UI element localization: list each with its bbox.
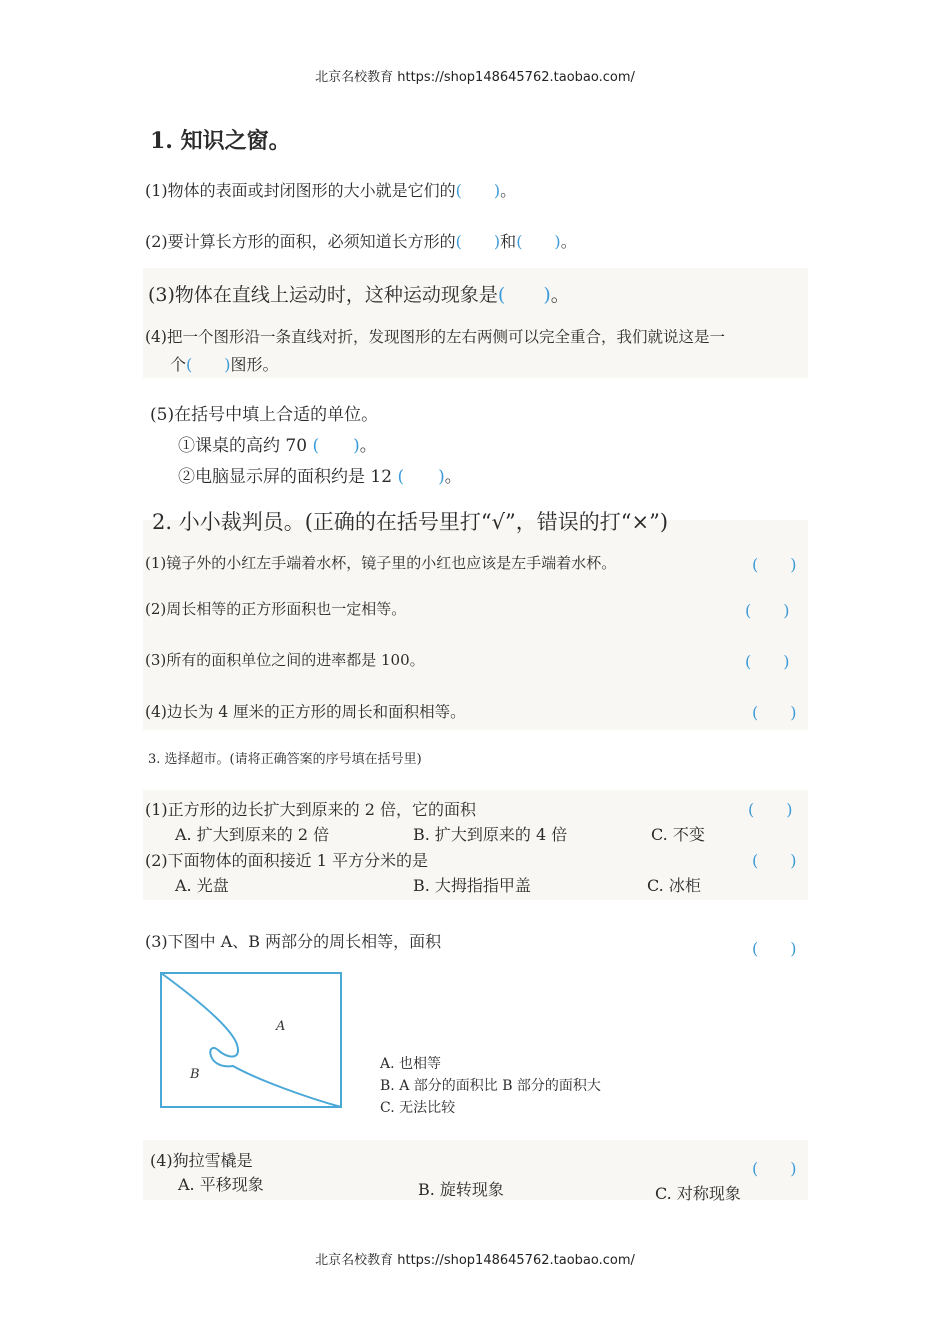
- question-text: (2)要计算长方形的面积，必须知道长方形的: [145, 232, 456, 251]
- question-text: (3)物体在直线上运动时，这种运动现象是: [148, 284, 498, 306]
- judge-item-3: (3)所有的面积单位之间的进率都是 100。: [145, 651, 425, 669]
- diagram-curve: [161, 973, 341, 1107]
- choice-question-2: (2)下面物体的面积接近 1 平方分米的是: [145, 851, 429, 870]
- page-footer: 北京名校教育 https://shop148645762.taobao.com/: [315, 1253, 635, 1268]
- option-b: B. 旋转现象: [418, 1180, 504, 1199]
- question-1-3: (3)物体在直线上运动时，这种运动现象是( )。: [148, 284, 570, 306]
- choice-question-4: (4)狗拉雪橇是: [150, 1151, 253, 1170]
- answer-blank[interactable]: ( ): [455, 181, 501, 200]
- option-c: C. 无法比较: [380, 1100, 456, 1116]
- question-1-5: (5)在括号中填上合适的单位。: [150, 405, 379, 425]
- choice-question-1: (1)正方形的边长扩大到原来的 2 倍，它的面积: [145, 800, 477, 819]
- answer-blank[interactable]: ( ): [752, 939, 797, 958]
- answer-blank[interactable]: ( ): [748, 800, 793, 819]
- option-a: A. 扩大到原来的 2 倍: [175, 825, 330, 844]
- answer-blank[interactable]: ( ): [455, 232, 501, 251]
- answer-blank[interactable]: ( ): [397, 467, 445, 487]
- option-c: C. 对称现象: [655, 1184, 741, 1203]
- section-1-title: 1. 知识之窗。: [150, 128, 291, 154]
- option-a: A. 平移现象: [178, 1175, 264, 1194]
- option-a: A. 光盘: [175, 876, 229, 895]
- answer-blank[interactable]: ( ): [752, 555, 797, 574]
- judge-item-1: (1)镜子外的小红左手端着水杯，镜子里的小红也应该是左手端着水杯。: [145, 554, 617, 572]
- answer-blank[interactable]: ( ): [745, 601, 790, 620]
- answer-blank[interactable]: ( ): [752, 1159, 797, 1178]
- option-b: B. 大拇指指甲盖: [413, 876, 531, 895]
- judge-item-4: (4)边长为 4 厘米的正方形的周长和面积相等。: [145, 703, 466, 721]
- option-c: C. 不变: [651, 825, 705, 844]
- page-header: 北京名校教育 https://shop148645762.taobao.com/: [315, 70, 635, 85]
- judge-item-2: (2)周长相等的正方形面积也一定相等。: [145, 600, 407, 618]
- region-a-label: A: [276, 1019, 286, 1034]
- answer-blank[interactable]: ( ): [186, 355, 231, 374]
- section-3-title: 3. 选择超市。(请将正确答案的序号填在括号里): [148, 752, 422, 767]
- question-1-1: (1)物体的表面或封闭图形的大小就是它们的( )。: [145, 181, 517, 200]
- question-1-2: (2)要计算长方形的面积，必须知道长方形的( )和( )。: [145, 232, 577, 251]
- answer-blank[interactable]: ( ): [312, 436, 360, 456]
- region-b-label: B: [190, 1067, 200, 1082]
- option-b: B. A 部分的面积比 B 部分的面积大: [380, 1078, 601, 1094]
- answer-blank[interactable]: ( ): [516, 232, 561, 251]
- answer-blank[interactable]: ( ): [752, 703, 797, 722]
- question-1-4-line1: (4)把一个图形沿一条直线对折，发现图形的左右两侧可以完全重合，我们就说这是一: [145, 328, 725, 346]
- question-1-4-line2: 个( )图形。: [170, 355, 279, 374]
- answer-blank[interactable]: ( ): [745, 652, 790, 671]
- area-comparison-diagram: [158, 970, 346, 1112]
- answer-blank[interactable]: ( ): [752, 851, 797, 870]
- option-c: C. 冰柜: [647, 876, 701, 895]
- choice-question-3: (3)下图中 A、B 两部分的周长相等，面积: [145, 932, 442, 951]
- question-1-5-b: ②电脑显示屏的面积约是 12 ( )。: [178, 467, 462, 487]
- option-b: B. 扩大到原来的 4 倍: [413, 825, 568, 844]
- section-2-title: 2. 小小裁判员。(正确的在括号里打“√”，错误的打“×”): [152, 510, 669, 534]
- question-text: (1)物体的表面或封闭图形的大小就是它们的: [145, 181, 456, 200]
- question-1-5-a: ①课桌的高约 70 ( )。: [178, 436, 377, 456]
- answer-blank[interactable]: ( ): [497, 284, 551, 306]
- option-a: A. 也相等: [380, 1056, 442, 1072]
